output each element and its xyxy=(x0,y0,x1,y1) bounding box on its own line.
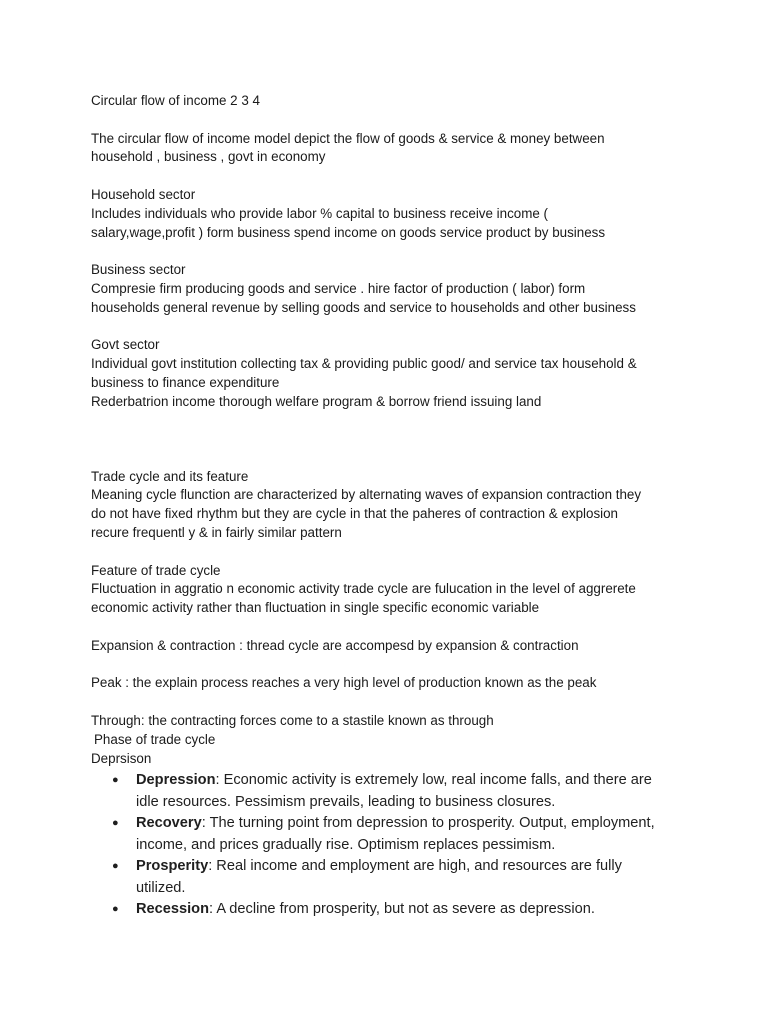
feature-line-2: economic activity rather than fluctuation in single specific economic variable xyxy=(91,600,540,616)
business-line-1: Compresie firm producing goods and service . hire factor of production ( labor) form xyxy=(91,280,586,296)
trade-cycle-heading: Trade cycle and its feature xyxy=(91,468,249,484)
bullet-icon: ● xyxy=(112,903,119,916)
phase-desc-2: idle resources. Pessimism prevails, leading to business closures. xyxy=(136,793,556,810)
business-heading: Business sector xyxy=(91,262,186,278)
phase-desc-1: : Economic activity is extremely low, real income falls, and there are xyxy=(215,772,652,789)
bullet-icon: ● xyxy=(112,817,119,830)
list-item xyxy=(91,856,691,899)
through-line: Through: the contracting forces come to a stastile known as through xyxy=(91,712,494,728)
govt-line-2: business to finance expenditure xyxy=(91,374,280,390)
phase-term: Depression xyxy=(136,772,216,789)
intro-line-2: household , business , govt in economy xyxy=(91,149,326,165)
bullet-icon: ● xyxy=(112,774,119,787)
depression-label: Deprsison xyxy=(91,750,152,766)
expansion-line: Expansion & contraction : thread cycle are accompesd by expansion & contraction xyxy=(91,637,579,653)
govt-line-1: Individual govt institution collecting tax & providing public good/ and service tax household & xyxy=(91,356,637,372)
phase-term: Recession xyxy=(136,901,210,918)
list-item xyxy=(91,813,691,856)
phase-term: Prosperity xyxy=(136,858,209,875)
intro-line-1: The circular flow of income model depict the flow of goods & service & money between xyxy=(91,130,605,146)
feature-line-1: Fluctuation in aggratio n economic activity trade cycle are fulucation in the level of aggrerete xyxy=(91,581,636,597)
phase-desc-1: : Real income and employment are high, and resources are fully xyxy=(208,858,622,875)
household-heading: Household sector xyxy=(91,186,196,202)
list-item xyxy=(91,899,691,921)
document-title: Circular flow of income 2 3 4 xyxy=(91,93,260,108)
phase-heading: Phase of trade cycle xyxy=(94,731,216,747)
govt-heading: Govt sector xyxy=(91,337,160,353)
list-item xyxy=(91,770,691,813)
phase-desc-2: utilized. xyxy=(136,879,186,896)
phase-desc-1: : A decline from prosperity, but not as severe as depression. xyxy=(209,901,595,918)
trade-cycle-line-2: do not have fixed rhythm but they are cycle in that the paheres of contraction & explosion xyxy=(91,506,619,522)
trade-cycle-line-1: Meaning cycle flunction are characterized by alternating waves of expansion contraction they xyxy=(91,487,642,503)
phase-desc-1: : The turning point from depression to prosperity. Output, employment, xyxy=(201,815,655,832)
phase-desc-2: income, and prices gradually rise. Optimism replaces pessimism. xyxy=(136,836,556,853)
govt-line-3: Rederbatrion income thorough welfare program & borrow friend issuing land xyxy=(91,393,542,409)
business-line-2: households general revenue by selling goods and service to households and other business xyxy=(91,299,636,315)
feature-heading: Feature of trade cycle xyxy=(91,562,221,578)
trade-cycle-line-3: recure frequentl y & in fairly similar pattern xyxy=(91,524,342,540)
bullet-icon: ● xyxy=(112,860,119,873)
phase-term: Recovery xyxy=(136,815,202,832)
document-body xyxy=(91,92,691,921)
household-line-1: Includes individuals who provide labor % capital to business receive income ( xyxy=(91,205,549,221)
household-line-2: salary,wage,profit ) form business spend income on goods service product by business xyxy=(91,224,606,240)
peak-line: Peak : the explain process reaches a very high level of production known as the peak xyxy=(91,675,597,691)
phase-list xyxy=(91,770,691,921)
